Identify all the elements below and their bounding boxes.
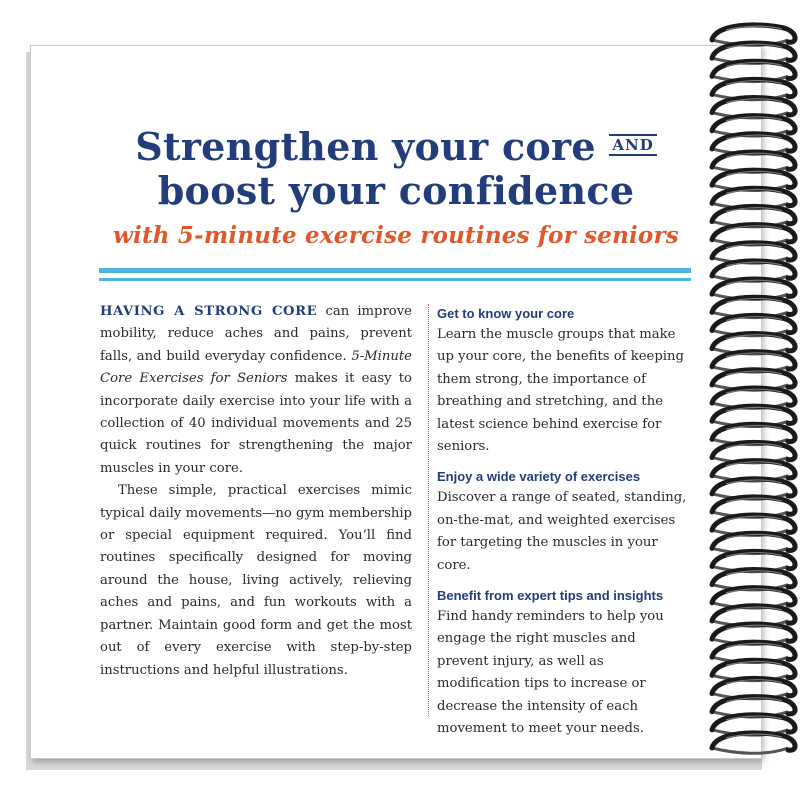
book-title: 5-Minute Core Exercises for Seniors [100, 348, 412, 387]
features-column [437, 304, 687, 750]
intro-paragraph-1 [100, 301, 412, 480]
title-connector: AND [609, 134, 656, 156]
book-page [30, 45, 762, 759]
divider-rule-thin [99, 278, 691, 281]
column-divider [428, 304, 429, 716]
feature-item [437, 467, 687, 577]
intro-p1-end: makes it easy to incorporate daily exercise into your life with a collection of 40 individual movements and 25 quick routines for strengthening the major muscles in your core. [100, 371, 412, 476]
feature-item [437, 586, 687, 740]
intro-paragraph-2: These simple, practical exercises mimic typical daily movements—no gym membership or special equipment required. You’ll find routines specifically designed for moving around the house, living actively, relieving aches and pains, and fun workouts with a partner. Maintain good form and get the most out of every exercise with step-by-step instructions and helpful illustrations. [100, 483, 412, 678]
intro-p1-text: can improve mobility, reduce aches and pains, prevent falls, and build everyday confidence. [100, 304, 412, 364]
feature-heading: Get to know your core [437, 306, 575, 321]
intro-column [100, 301, 412, 682]
spiral-binding [706, 22, 800, 760]
title-line-1-text: Strengthen your core [135, 124, 596, 169]
feature-body: Discover a range of seated, standing, on-the-mat, and weighted exercises for targeting the muscles in your core. [437, 490, 687, 573]
intro-lead: HAVING A STRONG CORE [100, 304, 318, 319]
feature-body: Find handy reminders to help you engage the right muscles and prevent injury, as well as modification tips to increase or decrease the intensity of each movement to meet your needs. [437, 609, 664, 737]
feature-item [437, 304, 687, 458]
subtitle: with 5-minute exercise routines for seniors [113, 222, 679, 249]
feature-heading: Benefit from expert tips and insights [437, 588, 664, 604]
title-line-2: boost your confidence [157, 168, 635, 213]
divider-rule-thick [99, 268, 691, 273]
title-line-1 [31, 124, 761, 169]
feature-heading: Enjoy a wide variety of exercises [437, 469, 641, 485]
feature-body: Learn the muscle groups that make up your core, the benefits of keeping them strong, the importance of breathing and stretching, and the latest science behind exercise for seniors. [437, 327, 684, 455]
